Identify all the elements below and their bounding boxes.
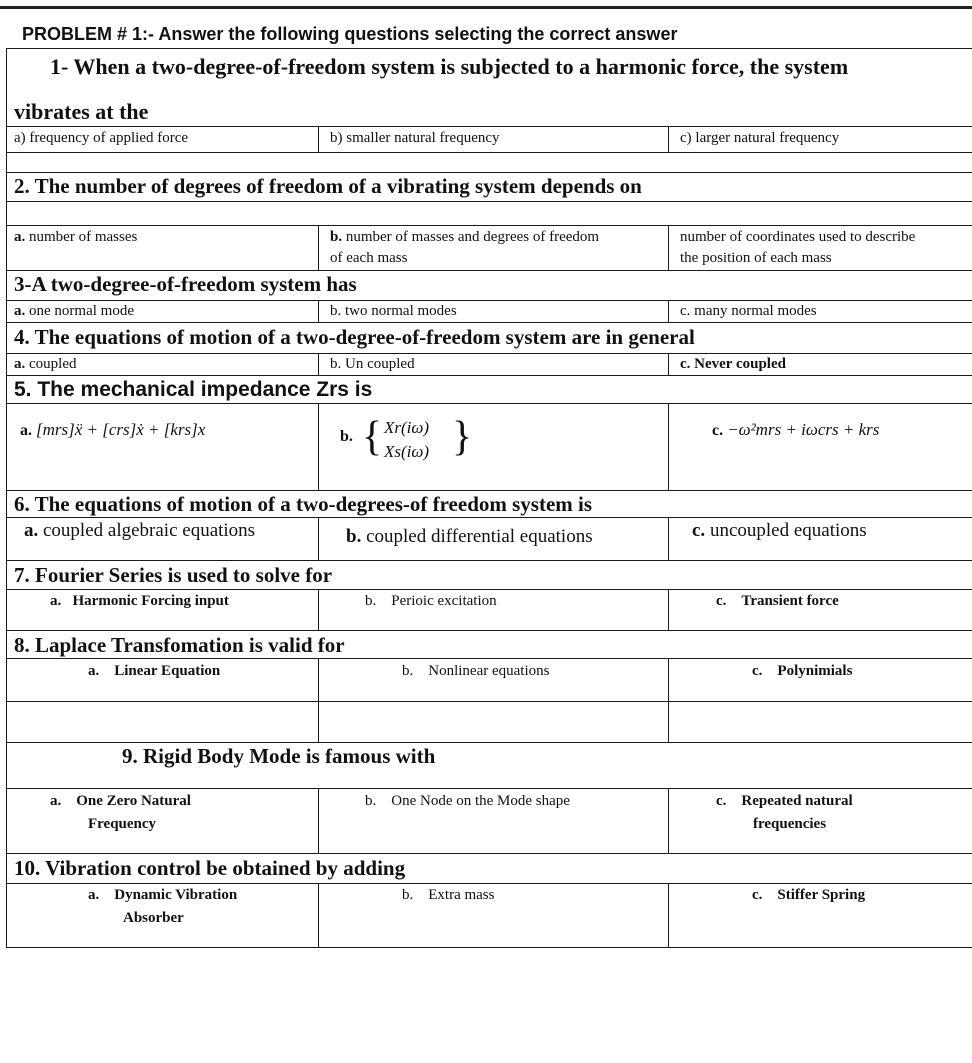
q7-option-a[interactable]: a. Harmonic Forcing input xyxy=(50,593,229,609)
rule xyxy=(6,788,972,789)
q3-option-c[interactable]: c. many normal modes xyxy=(680,303,817,319)
q8-option-a[interactable]: a. Linear Equation xyxy=(88,663,221,679)
rule xyxy=(318,658,319,743)
rule xyxy=(6,853,972,854)
q5-option-a[interactable]: a. [mrs]ẍ + [crs]ẋ + [krs]x⃗ xyxy=(20,420,219,439)
top-rule xyxy=(0,6,972,9)
q2-option-a[interactable]: a. number of masses xyxy=(14,229,138,245)
rule xyxy=(668,126,669,153)
q10-option-a[interactable]: a. Dynamic Vibration Absorber xyxy=(88,887,238,926)
rule xyxy=(6,560,972,561)
rule xyxy=(668,883,669,948)
rule xyxy=(318,225,319,271)
q10-option-b[interactable]: b. Extra mass xyxy=(402,887,495,903)
rule xyxy=(318,300,319,323)
q10-option-c[interactable]: c. Stiffer Spring xyxy=(752,887,866,903)
q2-option-b[interactable]: b. number of masses and degrees of freedom of each mass xyxy=(330,229,600,266)
q5-formula-c: −ω²mrs + iωcrs + krs xyxy=(727,420,880,439)
rule xyxy=(6,152,972,153)
rule xyxy=(6,947,972,948)
q5-option-b-label: b. xyxy=(340,428,353,445)
rule xyxy=(318,883,319,948)
q6-option-a[interactable]: a. coupled algebraic equations xyxy=(24,520,256,541)
rule xyxy=(318,403,319,491)
question-6-text: 6. The equations of motion of a two-degrees-of freedom system is xyxy=(14,492,593,516)
q3-option-b[interactable]: b. two normal modes xyxy=(330,303,457,319)
question-4-text: 4. The equations of motion of a two-degree-of-freedom system are in general xyxy=(14,325,695,349)
rule xyxy=(668,353,669,376)
rule xyxy=(6,48,972,49)
rule xyxy=(6,701,972,702)
question-7-text: 7. Fourier Series is used to solve for xyxy=(14,563,333,587)
rule xyxy=(6,403,972,404)
q7-option-b[interactable]: b. Perioic excitation xyxy=(365,593,497,609)
q7-option-c[interactable]: c. Transient force xyxy=(716,593,839,609)
rule xyxy=(318,126,319,153)
question-8-text: 8. Laplace Transfomation is valid for xyxy=(14,633,345,657)
rule xyxy=(6,742,972,743)
question-10-text: 10. Vibration control be obtained by adding xyxy=(14,856,406,880)
rule xyxy=(6,225,972,226)
q9-option-a[interactable]: a. One Zero Natural Frequency xyxy=(50,793,191,832)
rule xyxy=(6,201,972,202)
q3-option-a[interactable]: a. one normal mode xyxy=(14,303,134,319)
rule xyxy=(6,300,972,301)
rule xyxy=(6,48,7,948)
rule xyxy=(6,353,972,354)
right-brace-icon: } xyxy=(452,414,473,460)
rule xyxy=(668,658,669,743)
q1-option-a[interactable]: a) frequency of applied force xyxy=(14,130,189,146)
question-1-text: 1- When a two-degree-of-freedom system is subjected to a harmonic force, the system xyxy=(50,54,849,79)
q1-option-b[interactable]: b) smaller natural frequency xyxy=(330,130,500,146)
q9-option-c[interactable]: c. Repeated natural frequencies xyxy=(716,793,853,832)
question-1-text-cont: vibrates at the xyxy=(14,99,149,124)
rule xyxy=(6,630,972,631)
q4-option-b[interactable]: b. Un coupled xyxy=(330,356,415,372)
q6-option-c[interactable]: c. uncoupled equations xyxy=(692,520,867,541)
left-brace-icon: { xyxy=(362,414,383,460)
rule xyxy=(318,517,319,561)
rule xyxy=(318,353,319,376)
page-title: PROBLEM # 1:- Answer the following questions selecting the correct answer xyxy=(22,24,678,44)
rule xyxy=(668,300,669,323)
q8-option-b[interactable]: b. Nonlinear equations xyxy=(402,663,550,679)
rule xyxy=(6,490,972,491)
q1-option-c[interactable]: c) larger natural frequency xyxy=(680,130,840,146)
q5-option-c[interactable]: c. −ω²mrs + iωcrs + krs xyxy=(712,420,880,439)
question-3-text: 3-A two-degree-of-freedom system has xyxy=(14,272,357,296)
question-9-text: 9. Rigid Body Mode is famous with xyxy=(122,744,436,768)
rule xyxy=(6,658,972,659)
rule xyxy=(6,322,972,323)
rule xyxy=(668,589,669,631)
rule xyxy=(6,126,972,127)
q5-formula-a: [mrs]ẍ + [crs]ẋ + [krs]x⃗ xyxy=(36,420,219,439)
rule xyxy=(668,788,669,854)
q2-option-c[interactable]: number of coordinates used to describe the position of each mass xyxy=(680,229,916,266)
rule xyxy=(318,589,319,631)
rule xyxy=(668,225,669,271)
rule xyxy=(6,270,972,271)
q9-option-b[interactable]: b. One Node on the Mode shape xyxy=(365,793,570,809)
question-5-text: 5. The mechanical impedance Zrs is xyxy=(14,378,373,401)
question-2-text: 2. The number of degrees of freedom of a vibrating system depends on xyxy=(14,174,642,198)
q4-option-c[interactable]: c. Never coupled xyxy=(680,356,786,372)
rule xyxy=(6,172,972,173)
rule xyxy=(6,375,972,376)
rule xyxy=(318,788,319,854)
rule xyxy=(668,403,669,491)
rule xyxy=(6,517,972,518)
rule xyxy=(668,517,669,561)
q4-option-a[interactable]: a. coupled xyxy=(14,356,77,372)
q8-option-c[interactable]: c. Polynimials xyxy=(752,663,853,679)
q6-option-b[interactable]: b. coupled differential equations xyxy=(346,526,593,547)
